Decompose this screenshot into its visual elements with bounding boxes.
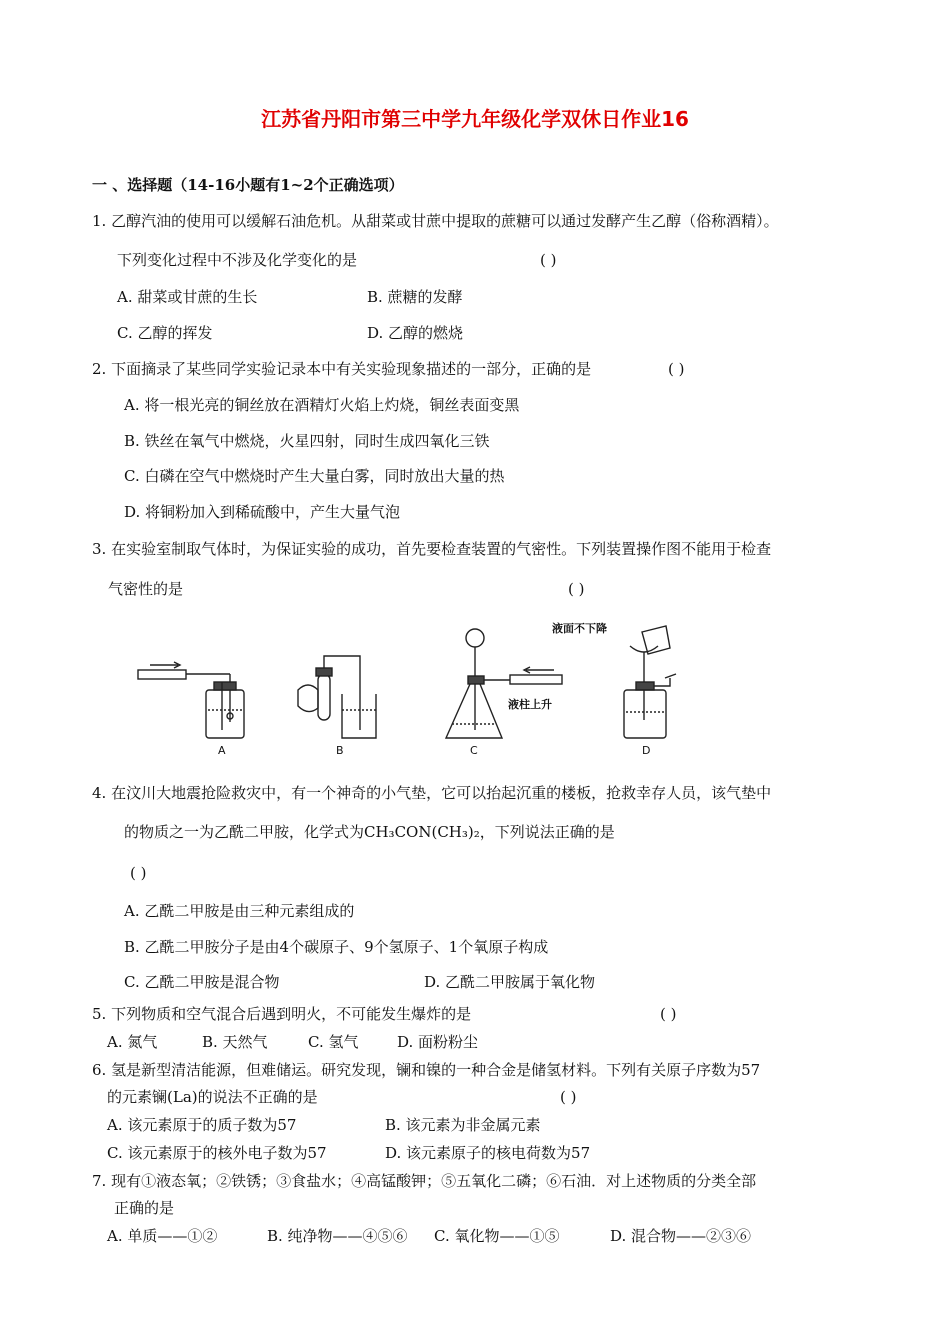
q3-apparatus-figure: [130, 612, 710, 762]
q5-option-d: D. 面粉粉尘: [397, 1033, 479, 1051]
q1-option-b: B. 蔗糖的发酵: [367, 288, 463, 306]
q6-option-b: B. 该元素为非金属元素: [385, 1116, 541, 1134]
q1-stem-line1: 1. 乙醇汽油的使用可以缓解石油危机。从甜菜或甘蔗中提取的蔗糖可以通过发酵产生乙醇（俗称酒精）。: [92, 212, 779, 230]
section-heading: 一 、选择题（14-16小题有1~2个正确选项）: [92, 176, 404, 194]
q2-option-d: D. 将铜粉加入到稀硫酸中，产生大量气泡: [124, 503, 401, 521]
q2-option-b: B. 铁丝在氧气中燃烧，火星四射，同时生成四氧化三铁: [124, 432, 490, 450]
q7-option-d: D. 混合物——②③⑥: [610, 1227, 752, 1245]
apparatus-d: [624, 626, 676, 738]
label-a: A: [218, 744, 226, 757]
q4-stem-line1: 4. 在汶川大地震抢险救灾中，有一个神奇的小气垫，它可以抬起沉重的楼板，抢救幸存人员，该气垫中: [92, 784, 772, 802]
q7-option-a: A. 单质——①②: [107, 1227, 218, 1245]
q5-stem: 5. 下列物质和空气混合后遇到明火，不可能发生爆炸的是: [92, 1005, 472, 1023]
q7-option-c: C. 氧化物——①⑤: [434, 1227, 560, 1245]
q4-stem-line2: 的物质之一为乙酰二甲胺，化学式为CH₃CON(CH₃)₂，下列说法正确的是: [124, 823, 615, 841]
apparatus-b: [298, 656, 376, 738]
q7-stem-line2: 正确的是: [114, 1199, 175, 1217]
q1-answer-blank: ( ): [540, 251, 557, 269]
label-b: B: [336, 744, 344, 757]
q1-option-c: C. 乙醇的挥发: [117, 324, 213, 342]
q2-stem: 2. 下面摘录了某些同学实验记录本中有关实验现象描述的一部分，正确的是: [92, 360, 592, 378]
q2-option-a: A. 将一根光亮的铜丝放在酒精灯火焰上灼烧，铜丝表面变黑: [124, 396, 520, 414]
q1-option-d: D. 乙醇的燃烧: [367, 324, 464, 342]
label-c: C: [470, 744, 478, 757]
q3-stem-line1: 3. 在实验室制取气体时，为保证实验的成功，首先要检查装置的气密性。下列装置操作图不能用于检查: [92, 540, 772, 558]
q4-option-c: C. 乙酰二甲胺是混合物: [124, 973, 280, 991]
q1-stem-line2: 下列变化过程中不涉及化学变化的是: [117, 251, 358, 269]
q5-answer-blank: ( ): [660, 1005, 677, 1023]
q6-stem-line2: 的元素镧(La)的说法不正确的是: [107, 1088, 318, 1106]
note-d: 液面不下降: [552, 622, 607, 635]
q6-answer-blank: ( ): [560, 1088, 577, 1106]
q7-option-b: B. 纯净物——④⑤⑥: [267, 1227, 408, 1245]
note-c: 液柱上升: [508, 698, 552, 711]
q2-answer-blank: ( ): [668, 360, 685, 378]
q4-option-b: B. 乙酰二甲胺分子是由4个碳原子、9个氢原子、1个氧原子构成: [124, 938, 549, 956]
q5-option-c: C. 氢气: [308, 1033, 359, 1051]
q5-option-a: A. 氮气: [107, 1033, 158, 1051]
label-d: D: [642, 744, 651, 757]
page-title: 江苏省丹阳市第三中学九年级化学双休日作业16: [261, 107, 689, 131]
q6-stem-line1: 6. 氢是新型清洁能源，但难储运。研究发现，镧和镍的一种合金是储氢材料。下列有关原子序数为57: [92, 1061, 761, 1079]
q6-option-d: D. 该元素原子的核电荷数为57: [385, 1144, 591, 1162]
q2-option-c: C. 白磷在空气中燃烧时产生大量白雾，同时放出大量的热: [124, 467, 505, 485]
q3-stem-line2: 气密性的是: [108, 580, 184, 598]
q7-stem-line1: 7. 现有①液态氧；②铁锈；③食盐水；④高锰酸钾；⑤五氧化二磷；⑥石油．对上述物质的分类全部: [92, 1172, 757, 1190]
q3-answer-blank: ( ): [568, 580, 585, 598]
apparatus-a: [138, 662, 244, 738]
q4-option-d: D. 乙酰二甲胺属于氧化物: [424, 973, 596, 991]
q5-option-b: B. 天然气: [202, 1033, 268, 1051]
q6-option-c: C. 该元素原于的核外电子数为57: [107, 1144, 327, 1162]
apparatus-c: [446, 629, 562, 738]
q6-option-a: A. 该元素原于的质子数为57: [107, 1116, 297, 1134]
q4-option-a: A. 乙酰二甲胺是由三种元素组成的: [124, 902, 355, 920]
q4-answer-blank: ( ): [130, 864, 147, 882]
q1-option-a: A. 甜菜或甘蔗的生长: [117, 288, 258, 306]
